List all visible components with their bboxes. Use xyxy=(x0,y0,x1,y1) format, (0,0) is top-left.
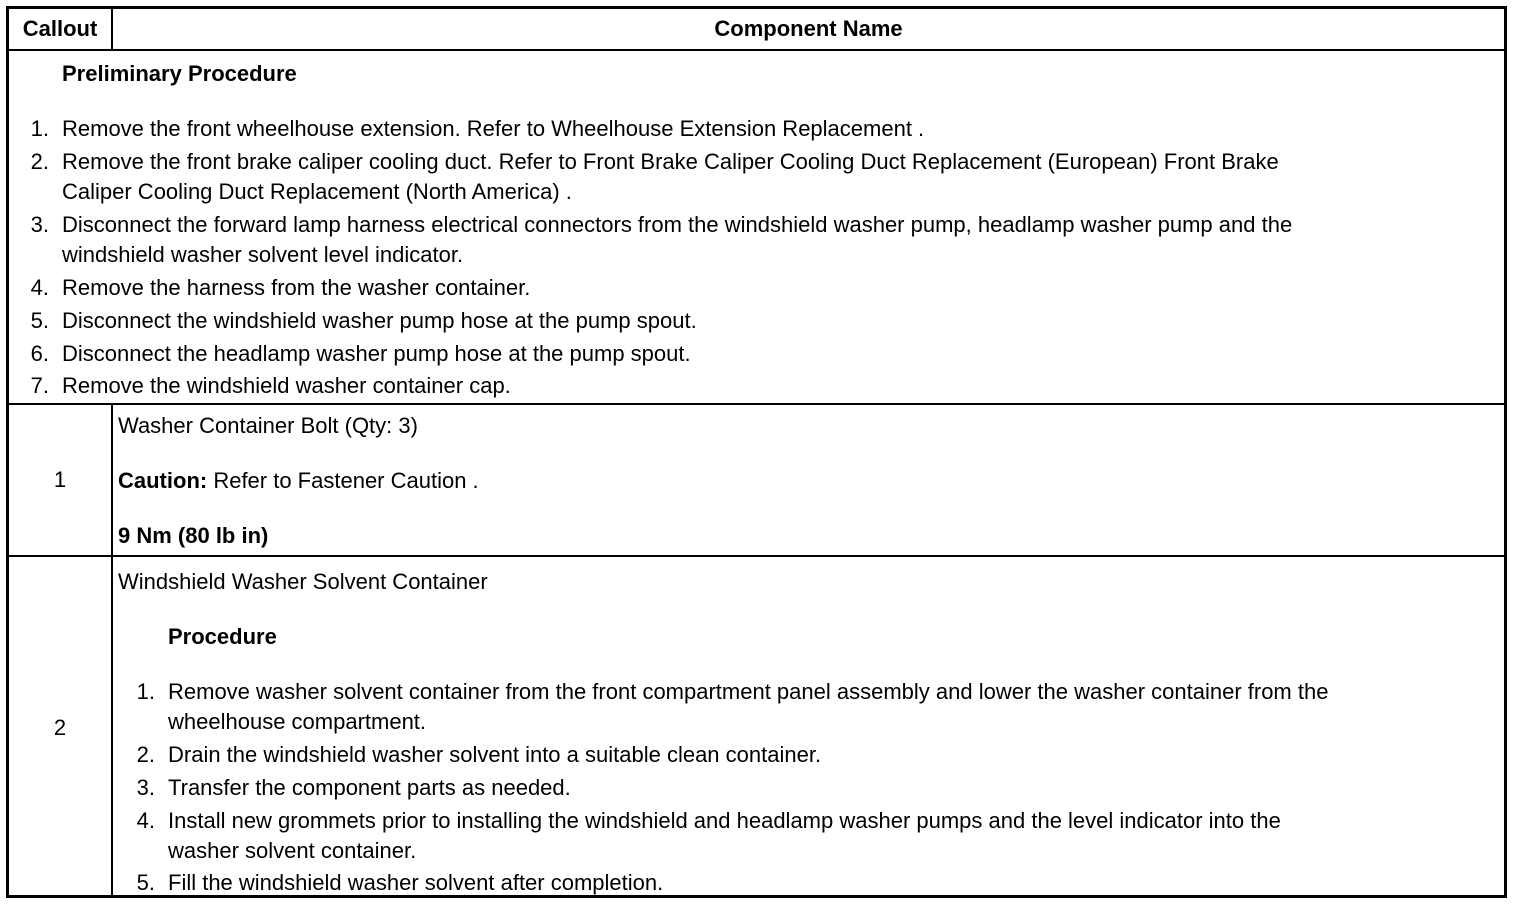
table-row xyxy=(9,557,1504,898)
table-row xyxy=(9,405,1504,557)
step-number: 1. xyxy=(30,116,49,141)
table-header xyxy=(9,9,1504,51)
step-text: Disconnect the windshield washer pump hose at the pump spout. xyxy=(62,308,697,333)
step-text: Remove the harness from the washer container. xyxy=(62,275,531,300)
step-number: 5. xyxy=(136,870,155,895)
preliminary-procedure-row xyxy=(9,51,1504,405)
step-number: 4. xyxy=(30,275,49,300)
component-name-header: Component Name xyxy=(714,16,903,41)
column-divider xyxy=(111,405,113,555)
step-number: 2. xyxy=(136,742,155,767)
step-text-continued: wheelhouse compartment. xyxy=(168,709,427,734)
step-text: Transfer the component parts as needed. xyxy=(168,775,571,800)
component-name: Windshield Washer Solvent Container xyxy=(118,569,488,594)
torque-spec: 9 Nm (80 lb in) xyxy=(118,523,269,548)
caution-text: Refer to Fastener Caution . xyxy=(207,468,479,493)
step-text: Remove washer solvent container from the front compartment panel assembly and lower the washer container from the xyxy=(168,679,1329,704)
callout-number: 2 xyxy=(53,715,67,740)
callout-header: Callout xyxy=(22,16,98,41)
step-text: Fill the windshield washer solvent after completion. xyxy=(168,870,664,895)
step-text: Remove the front brake caliper cooling duct. Refer to Front Brake Caliper Cooling Duct Replacement (European) Front Brake xyxy=(62,149,1279,174)
step-text: Drain the windshield washer solvent into a suitable clean container. xyxy=(168,742,822,767)
component-name: Washer Container Bolt (Qty: 3) xyxy=(118,413,418,438)
step-number: 3. xyxy=(136,775,155,800)
callout-number: 1 xyxy=(53,467,67,492)
step-number: 6. xyxy=(30,341,49,366)
procedure-title: Procedure xyxy=(168,624,277,649)
step-text: Install new grommets prior to installing the windshield and headlamp washer pumps and the level indicator into the xyxy=(168,808,1281,833)
step-text-continued: Caliper Cooling Duct Replacement (North America) . xyxy=(62,179,572,204)
step-number: 3. xyxy=(30,212,49,237)
step-text: Disconnect the forward lamp harness electrical connectors from the windshield washer pump, headlamp washer pump and the xyxy=(62,212,1293,237)
step-text: Remove the front wheelhouse extension. Refer to Wheelhouse Extension Replacement . xyxy=(62,116,925,141)
caution-note xyxy=(118,466,479,496)
step-number: 1. xyxy=(136,679,155,704)
preliminary-procedure-title: Preliminary Procedure xyxy=(62,61,297,86)
caution-label: Caution: xyxy=(118,468,208,493)
step-number: 7. xyxy=(30,373,49,398)
step-number: 2. xyxy=(30,149,49,174)
step-text: Remove the windshield washer container cap. xyxy=(62,373,511,398)
step-text-continued: windshield washer solvent level indicator. xyxy=(62,242,464,267)
step-number: 5. xyxy=(30,308,49,333)
column-divider xyxy=(111,557,113,898)
step-number: 4. xyxy=(136,808,155,833)
step-text: Disconnect the headlamp washer pump hose at the pump spout. xyxy=(62,341,691,366)
component-table xyxy=(6,6,1507,898)
step-text-continued: washer solvent container. xyxy=(168,838,417,863)
